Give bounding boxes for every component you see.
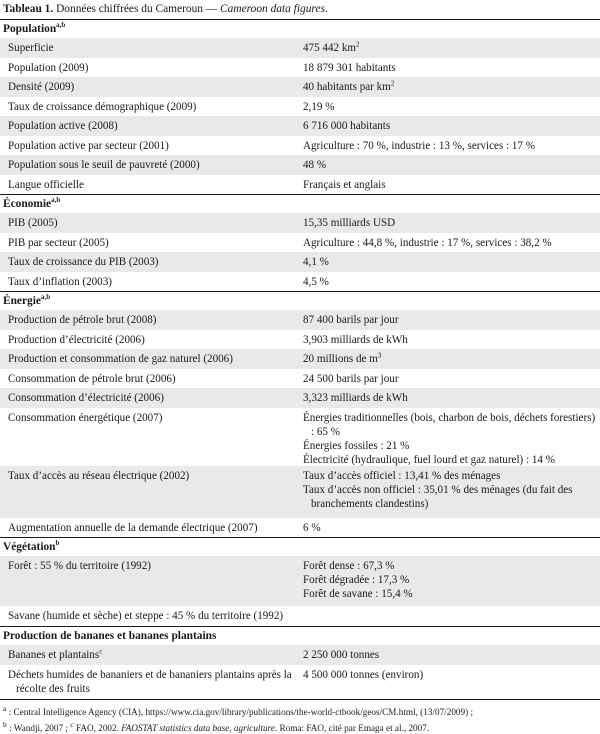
table-row: Bananes et plantains$^c$ 2 250 000 tonnes <box>0 645 600 665</box>
table-row: Langue officielle Français et anglais <box>8 178 386 191</box>
table-row: PIB (2005) 15,35 milliards USD <box>0 213 600 233</box>
section-bananes <box>0 626 600 699</box>
table-row: Consommation d’électricité (2006) 3,323 milliards de kWh <box>0 388 600 408</box>
section-title: Énergie$^{a,b}$ <box>3 293 51 307</box>
table-row: PIB par secteur (2005) Agriculture : 44,8 %, industrie : 17 %, services : 38,2 % <box>8 236 552 249</box>
table-row: Taux de croissance du PIB (2003) 4,1 % <box>0 252 600 272</box>
section-title: Économie$^{a,b}$ <box>3 196 61 210</box>
section-title: Végétation$^b$ <box>3 539 60 553</box>
caption-english: Cameroon data figures <box>220 3 325 15</box>
section-energie <box>0 291 600 537</box>
table-caption: Tableau 1. Données chiffrées du Cameroun — Cameroon data figures. <box>3 3 328 15</box>
table-row: Population active (2008) 6 716 000 habitants <box>0 116 600 136</box>
table-row: Superficie 475 442 $km^2$ <box>0 38 600 58</box>
table-row: Population (2009) 18 879 301 habitants <box>8 61 396 74</box>
table-row: Taux d’inflation (2003) 4,5 % <box>8 275 329 288</box>
table-row: Population sous le seuil de pauvreté (2000) 48 % <box>0 155 600 175</box>
section-title: Production de bananes et bananes plantains <box>3 630 217 642</box>
section-vegetation <box>0 537 600 626</box>
footnotes <box>0 699 600 734</box>
table-row: Savane (humide et sèche) et steppe : 45 % du territoire (1992) <box>8 610 284 622</box>
table-row: Production d’électricité (2006) 3,903 milliards de kWh <box>8 333 408 346</box>
table-row: Taux d’accès au réseau électrique (2002) Taux d’accès officiel : 13,41 % des ménages Taux d’accès non officiel : 35,01 % des ménages (du fait des branchements clandestins) <box>0 466 600 518</box>
section-economie <box>0 194 600 291</box>
table-row: Consommation de pétrole brut (2006) 24 500 barils par jour <box>8 372 399 385</box>
table-row: Forêt : 55 % du territoire (1992) Forêt dense : 67,3 % Forêt dégradée : 17,3 % Forêt de savane : 15,4 % <box>0 556 600 606</box>
table-row: Consommation énergétique (2007) Énergies traditionnelles (bois, charbon de bois, déchets forestiers) : 65 % Énergies fossiles : 21 % Électricité (hydraulique, fuel lourd et gaz naturel) : 14 % <box>8 411 596 466</box>
table-row: Production de pétrole brut (2008) 87 400 barils par jour <box>0 310 600 330</box>
section-title: Population$^{a,b}$ <box>3 21 66 35</box>
caption-label: Tableau 1. <box>3 3 54 15</box>
table-row: Déchets humides de bananiers et de bananiers plantains après la récolte des fruits 4 500 000 tonnes (environ) <box>8 669 424 695</box>
table-row: Production et consommation de gaz naturel (2006) 20 millions de $m^3$ <box>0 349 600 369</box>
footnote-a: $^a$ : Central Intelligence Agency (CIA), https://www.cia.gov/library/publications/the-world-ctbook/geos/CM.html, (13/07/2009) ; <box>3 704 474 718</box>
footnote-bc: $^b$ : Wandji, 2007 ; $^c$ FAO, 2002. FAOSTAT statistics data base, agriculture. Roma: FAO, cité par Emaga et al., 2007. <box>3 719 430 733</box>
table-row: Population active par secteur (2001) Agriculture : 70 %, industrie : 13 %, services : 17 % <box>8 139 535 152</box>
table-row: Augmentation annuelle de la demande électrique (2007) 6 % <box>8 521 321 534</box>
table-row: Densité (2009) 40 habitants par $km^2$ <box>0 77 600 97</box>
table-row: Taux de croissance démographique (2009) 2,19 % <box>8 100 335 113</box>
caption-french: Données chiffrées du Cameroun — <box>53 3 221 15</box>
section-population <box>0 19 600 194</box>
